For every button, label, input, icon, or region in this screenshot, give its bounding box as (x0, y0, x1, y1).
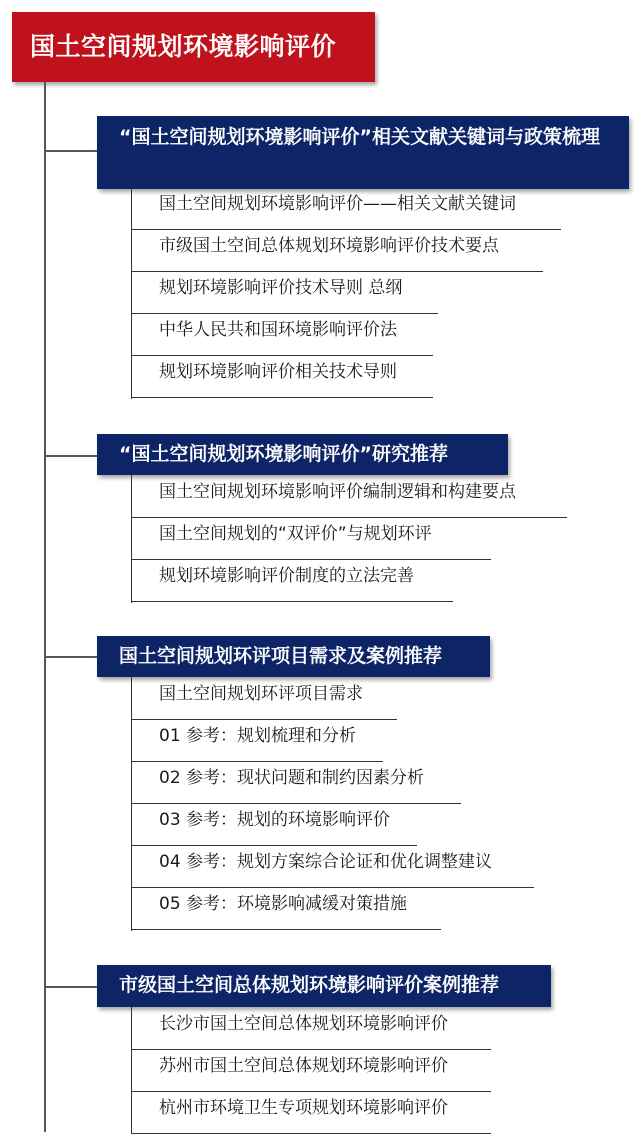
list-item: 01 参考：规划梳理和分析 (131, 721, 383, 762)
branch-line-3 (44, 656, 97, 658)
section-header-4: 市级国土空间总体规划环境影响评价案例推荐 (97, 965, 551, 1007)
list-item: 04 参考：规划方案综合论证和优化调整建议 (131, 847, 534, 888)
branch-line-2 (44, 455, 97, 457)
branch-line-4 (44, 986, 97, 988)
list-item: 国土空间规划环评项目需求 (131, 679, 397, 720)
list-item: 规划环境影响评价相关技术导则 (131, 357, 433, 398)
list-item: 中华人民共和国环境影响评价法 (131, 315, 433, 356)
section-header-3: 国土空间规划环评项目需求及案例推荐 (97, 636, 490, 677)
root-title: 国土空间规划环境影响评价 (12, 12, 375, 82)
list-item: 长沙市国土空间总体规划环境影响评价 (131, 1009, 491, 1050)
list-item: 市级国土空间总体规划环境影响评价技术要点 (131, 231, 543, 272)
list-item: 05 参考：环境影响减缓对策措施 (131, 889, 441, 930)
list-item: 03 参考：规划的环境影响评价 (131, 805, 417, 846)
section-header-2: “国土空间规划环境影响评价”研究推荐 (97, 434, 508, 475)
list-item: 国土空间规划环境影响评价——相关文献关键词 (131, 189, 561, 230)
list-item: 国土空间规划环境影响评价编制逻辑和构建要点 (131, 477, 567, 518)
branch-line-1 (44, 150, 97, 152)
list-item: 杭州市环境卫生专项规划环境影响评价 (131, 1093, 491, 1134)
list-item: 国土空间规划的“双评价”与规划环评 (131, 519, 491, 560)
list-item: 苏州市国土空间总体规划环境影响评价 (131, 1051, 491, 1092)
list-item: 规划环境影响评价技术导则 总纲 (131, 273, 438, 314)
list-item: 02 参考：现状问题和制约因素分析 (131, 763, 461, 804)
section-header-1: “国土空间规划环境影响评价”相关文献关键词与政策梳理 (97, 116, 629, 189)
main-trunk-line (44, 82, 46, 1132)
list-item: 规划环境影响评价制度的立法完善 (131, 561, 453, 602)
